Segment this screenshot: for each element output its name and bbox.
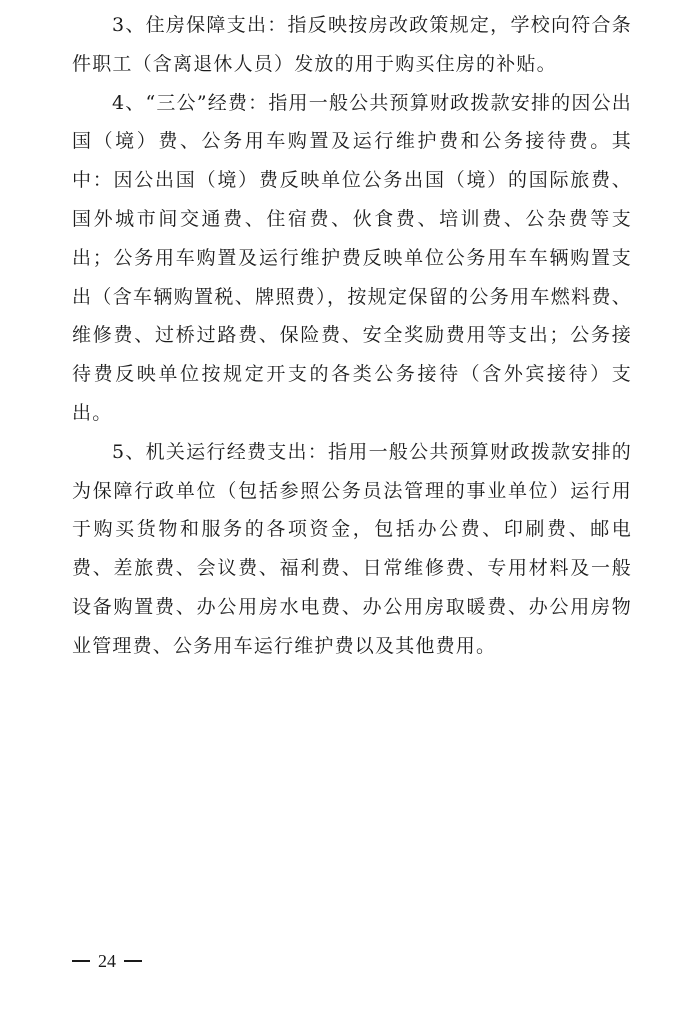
- document-body: [72, 6, 632, 666]
- paragraph-three-public-expenses: 4、“三公”经费：指用一般公共预算财政拨款安排的因公出国（境）费、公务用车购置及运行维护费和公务接待费。其中：因公出国（境）费反映单位公务出国（境）的国际旅费、国外城市间交通费、住宿费、伙食费、培训费、公杂费等支出；公务用车购置及运行维护费反映单位公务用车车辆购置支出（含车辆购置税、牌照费），按规定保留的公务用车燃料费、维修费、过桥过路费、保险费、安全奖励费用等支出；公务接待费反映单位按规定开支的各类公务接待（含外宾接待）支出。: [72, 91, 632, 424]
- paragraph-agency-operating-expenses: 5、机关运行经费支出：指用一般公共预算财政拨款安排的为保障行政单位（包括参照公务员法管理的事业单位）运行用于购买货物和服务的各项资金，包括办公费、印刷费、邮电费、差旅费、会议费、福利费、日常维修费、专用材料及一般设备购置费、办公用房水电费、办公用房取暖费、办公用房物业管理费、公务用车运行维护费以及其他费用。: [72, 440, 632, 657]
- paragraph-housing-support: 3、住房保障支出：指反映按房改政策规定，学校向符合条件职工（含离退休人员）发放的用于购买住房的补贴。: [72, 14, 632, 75]
- page-number: 24: [98, 950, 116, 971]
- footer-dash-left: [72, 960, 90, 962]
- footer-dash-right: [124, 960, 142, 962]
- page-footer: [72, 948, 142, 974]
